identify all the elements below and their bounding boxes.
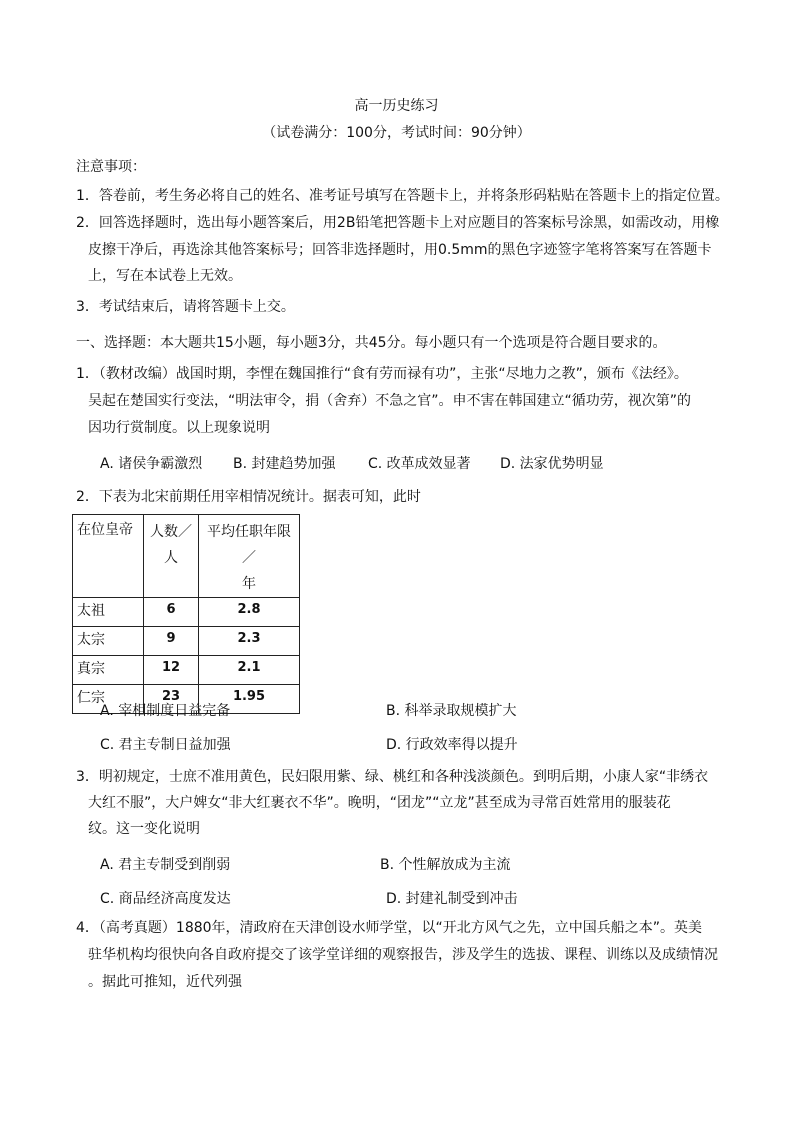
notice-item-cont: 上，写在本试卷上无效。 — [88, 268, 242, 284]
table-cell-emperor: 太宗 — [73, 627, 144, 656]
table-cell-count: 9 — [144, 627, 199, 656]
notice-heading: 注意事项： — [76, 159, 146, 175]
notice-item: 3．考试结束后，请将答题卡上交。 — [76, 299, 295, 315]
table-header-cell — [144, 515, 199, 598]
table-cell-years: 2.8 — [199, 598, 300, 627]
q1-option-c[interactable]: C. 改革成效显著 — [368, 456, 471, 472]
table-cell-count: 12 — [144, 656, 199, 685]
table-cell-years: 2.1 — [199, 656, 300, 685]
table-cell-years: 1.95 — [199, 685, 300, 714]
notice-item: 2．回答选择题时，选出每小题答案后，用2B铅笔把答题卡上对应题目的答案标号涂黑，如需改动，用橡 — [76, 215, 720, 231]
header-line: 年 — [242, 576, 256, 592]
table-row — [73, 656, 300, 685]
q4-stem-line: 。据此可推知，近代列强 — [88, 974, 242, 990]
q1-stem-line: 吴起在楚国实行变法，“明法审令，捐（舍弃）不急之官”。申不害在韩国建立“循功劳，视次第”的 — [88, 393, 692, 409]
q3-stem-line: 3．明初规定，士庶不准用黄色，民妇限用紫、绿、桃红和各种浅淡颜色。到明后期，小康人家“非绣衣 — [76, 769, 709, 785]
table-cell-count: 6 — [144, 598, 199, 627]
q3-stem-line: 纹。这一变化说明 — [88, 821, 200, 837]
q4-stem-line: 4．（高考真题）1880年，清政府在天津创设水师学堂，以“开北方风气之先，立中国兵船之本”。英美 — [76, 920, 703, 936]
q2-stem: 2．下表为北宋前期任用宰相情况统计。据表可知，此时 — [76, 489, 421, 505]
table-cell-emperor: 太祖 — [73, 598, 144, 627]
notice-item: 1．答卷前，考生务必将自己的姓名、准考证号填写在答题卡上，并将条形码粘贴在答题卡上的指定位置。 — [76, 188, 729, 204]
q2-option-d[interactable]: D. 行政效率得以提升 — [386, 737, 518, 753]
notice-item-cont: 皮擦干净后，再选涂其他答案标号；回答非选择题时，用0.5mm的黑色字迹签字笔将答案写在答题卡 — [88, 242, 712, 258]
table-cell-count: 23 — [144, 685, 199, 714]
q1-option-d[interactable]: D. 法家优势明显 — [500, 456, 604, 472]
table-header-cell — [199, 515, 300, 598]
q3-option-d[interactable]: D. 封建礼制受到冲击 — [386, 891, 518, 907]
header-line: 人数／ — [150, 524, 192, 540]
q2-option-c[interactable]: C. 君主专制日益加强 — [100, 737, 231, 753]
table-header-cell: 在位皇帝 — [73, 515, 144, 598]
table-header-row — [73, 515, 300, 598]
page-subtitle: （试卷满分：100分，考试时间：90分钟） — [262, 125, 531, 141]
page-title: 高一历史练习 — [354, 98, 439, 114]
q2-option-b[interactable]: B. 科举录取规模扩大 — [386, 703, 517, 719]
table-cell-emperor: 仁宗 — [73, 685, 144, 714]
chancellor-table — [72, 514, 300, 714]
section-heading: 一、选择题：本大题共15小题，每小题3分，共45分。每小题只有一个选项是符合题目要求的。 — [76, 335, 667, 351]
table-cell-years: 2.3 — [199, 627, 300, 656]
q4-stem-line: 驻华机构均很快向各自政府提交了该学堂详细的观察报告，涉及学生的选拔、课程、训练以及成绩情况 — [88, 947, 718, 963]
q1-stem-line: 因功行赏制度。以上现象说明 — [88, 420, 270, 436]
table-cell-emperor: 真宗 — [73, 656, 144, 685]
q3-option-c[interactable]: C. 商品经济高度发达 — [100, 891, 231, 907]
q1-option-b[interactable]: B. 封建趋势加强 — [233, 456, 336, 472]
q3-stem-line: 大红不服”，大户婢女“非大红裹衣不华”。晚明，“团龙”“立龙”甚至成为寻常百姓常用的服装花 — [88, 795, 671, 811]
table-row — [73, 598, 300, 627]
q1-stem-line: 1．（教材改编）战国时期，李悝在魏国推行“食有劳而禄有功”，主张“尽地力之教”，颁布《法经》。 — [76, 366, 688, 382]
q3-option-b[interactable]: B. 个性解放成为主流 — [380, 857, 511, 873]
table-row — [73, 627, 300, 656]
header-line: 人 — [164, 550, 178, 566]
q2-option-a[interactable]: A. 宰相制度日益完备 — [100, 703, 231, 719]
q1-option-a[interactable]: A. 诸侯争霸激烈 — [100, 456, 203, 472]
q3-option-a[interactable]: A. 君主专制受到削弱 — [100, 857, 231, 873]
header-line: 平均任职年限／ — [207, 524, 291, 566]
